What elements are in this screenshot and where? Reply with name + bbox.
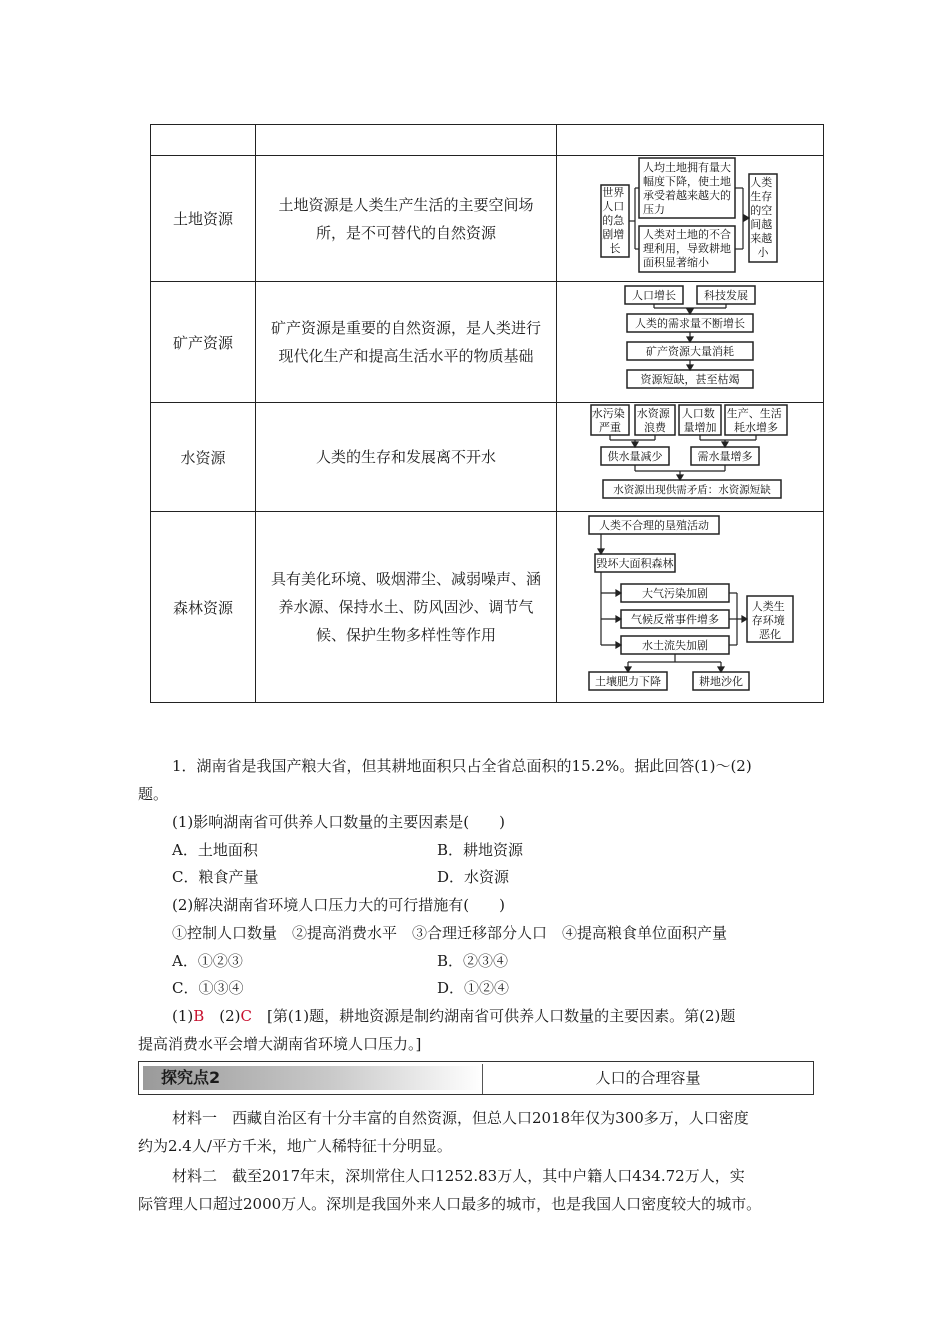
resource-name: 土地资源 [151,156,256,282]
mineral-shortage-label: 资源短缺，甚至枯竭 [640,373,740,386]
answer-2: C [240,1007,253,1025]
land-flow-svg [557,156,823,281]
land-box2-label: 人类对土地的不合 理利用，导致耕地 面积显著缩小 [643,228,731,269]
forest-desert-label: 耕地沙化 [699,675,743,688]
material-1-cont: 约为2.4人/平方千米，地广人稀特征十分明显。 [138,1137,452,1155]
q1-option-c: C．粮食产量 [172,868,259,886]
mineral-tech-label: 科技发展 [704,289,748,302]
resource-name: 森林资源 [151,512,256,703]
water-waste-label: 水资源 浪费 [636,407,670,434]
water-consumption-label: 生产、生活 耗水增多 [726,407,782,434]
forest-destruction-label: 毁坏大面积森林 [596,557,674,570]
resource-description: 人类的生存和发展离不开水 [256,403,557,512]
forest-diagram [557,512,824,703]
topic-title: 人口的合理容量 [595,1069,701,1087]
water-demand-label: 需水量增多 [697,450,753,463]
resource-table [150,124,824,703]
topic-header [138,1061,814,1095]
q1-option-d: D．水资源 [437,868,510,886]
water-population-label: 人口数 量增加 [681,407,717,434]
material-2-cont: 际管理人口超过2000万人。深圳是我国外来人口最多的城市，也是我国人口密度较大的城市。 [138,1195,762,1213]
material-1: 材料一 西藏自治区有十分丰富的自然资源，但总人口2018年仅为300多万，人口密度 [172,1109,749,1127]
mineral-diagram [557,282,824,403]
table-row [151,156,824,282]
forest-climate-label: 气候反常事件增多 [631,613,719,626]
table-header-row [151,125,824,156]
question-2: (2)解决湖南省环境人口压力大的可行措施有( ) [172,896,505,914]
resource-description: 土地资源是人类生产生活的主要空间场所，是不可替代的自然资源 [256,156,557,282]
answer-explanation: [第(1)题，耕地资源是制约湖南省可供养人口数量的主要因素。第(2)题 [252,1007,736,1025]
resource-name: 矿产资源 [151,282,256,403]
q2-measures: ①控制人口数量 ②提高消费水平 ③合理迁移部分人口 ④提高粮食单位面积产量 [172,924,728,942]
resource-description: 具有美化环境、吸烟滞尘、减弱噪声、涵养水源、保持水土、防风固沙、调节气候、保护生物多样性等作用 [256,512,557,703]
table-row [151,282,824,403]
land-start-label: 世界 人口 的急 剧增 长 [602,186,625,255]
water-supply-label: 供水量减少 [607,450,663,463]
q2-option-a: A．①②③ [172,952,243,970]
question-stem-cont: 题。 [138,785,169,803]
material-2: 材料二 截至2017年末，深圳常住人口1252.83万人，其中户籍人口434.72万人，实 [172,1167,745,1185]
table-row [151,403,824,512]
answer-line: (1)B (2)C [第(1)题，耕地资源是制约湖南省可供养人口数量的主要因素。第(2)题 [172,1007,736,1025]
mineral-consumption-label: 矿产资源大量消耗 [646,345,734,358]
forest-soil-label: 土壤肥力下降 [595,675,661,688]
forest-flow-svg [557,512,823,702]
mineral-population-label: 人口增长 [632,289,676,302]
q2-option-b: B．②③④ [437,952,509,970]
resource-description: 矿产资源是重要的自然资源，是人类进行现代化生产和提高生活水平的物质基础 [256,282,557,403]
answer-1: B [193,1007,205,1025]
land-end-label: 人类 生存 的空 间越 来越 小 [750,176,773,259]
question-1: (1)影响湖南省可供养人口数量的主要因素是( ) [172,813,505,831]
topic-badge: 探究点2 [143,1066,483,1090]
forest-reclamation-label: 人类不合理的垦殖活动 [599,519,709,532]
mineral-demand-label: 人类的需求量不断增长 [635,317,745,330]
q1-option-a: A．土地面积 [172,841,258,859]
forest-environment-label: 人类生 存环境 恶化 [751,600,785,641]
water-shortage-label: 水资源出现供需矛盾：水资源短缺 [613,484,771,496]
water-diagram [557,403,824,512]
question-stem: 1．湖南省是我国产粮大省，但其耕地面积只占全省总面积的15.2%。据此回答(1)～(2) [172,757,752,775]
resource-name: 水资源 [151,403,256,512]
table-row [151,512,824,703]
q1-option-b: B．耕地资源 [437,841,524,859]
q2-option-d: D．①②④ [437,979,510,997]
land-box1-label: 人均土地拥有量大 幅度下降，使土地 承受着越来越大的 压力 [643,161,731,216]
water-pollution-label: 水污染 严重 [591,407,625,434]
land-diagram [557,156,824,282]
forest-air-label: 大气污染加剧 [642,587,708,600]
q2-option-c: C．①③④ [172,979,244,997]
water-flow-svg [557,403,823,511]
forest-erosion-label: 水土流失加剧 [642,639,708,652]
answer-explanation-cont: 提高消费水平会增大湖南省环境人口压力。] [138,1035,422,1053]
mineral-flow-svg [557,282,823,402]
